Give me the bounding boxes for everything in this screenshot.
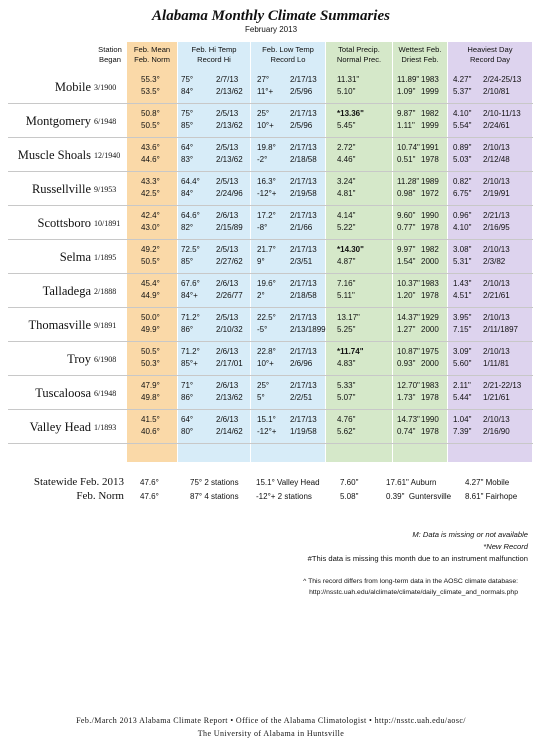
station-name: Selma: [59, 250, 91, 264]
low-temp-record: 10°+: [257, 121, 274, 130]
table-row: [0, 308, 542, 342]
low-date-record: 2/2/51: [290, 393, 313, 402]
norm-label: Feb. Norm: [76, 490, 124, 502]
precip-record: 5.11": [337, 291, 355, 300]
hi-date-current: 2/6/13: [216, 381, 239, 390]
station-name: Thomasville: [28, 318, 91, 332]
heaviest-day-current: 0.89": [453, 143, 472, 152]
low-date-current: 2/17/13: [290, 143, 317, 152]
hi-temp-current: 72.5°: [181, 245, 200, 254]
mean-current: 50.0°: [141, 313, 160, 322]
station-name: Montgomery: [25, 114, 91, 128]
note-new-record: *New Record: [483, 542, 528, 551]
header-wettest: Wettest Feb. Driest Feb.: [398, 45, 442, 64]
station-began: 6/1908: [94, 355, 117, 364]
heaviest-date-current: 2/10/13: [483, 279, 510, 288]
station-name: Scottsboro: [37, 216, 91, 230]
wet-dry-year-record: 1978: [421, 155, 439, 164]
heaviest-day-current: 2.11": [453, 381, 471, 390]
wet-dry-year-current: 1990: [421, 211, 439, 220]
hi-temp-current: 64.4°: [181, 177, 200, 186]
note-differs: ^ This record differs from long-term data in the AOSC climate database:: [303, 578, 518, 585]
hi-temp-record: 83°: [181, 155, 194, 164]
low-date-record: 2/1/66: [290, 223, 313, 232]
hi-date-current: 2/6/13: [216, 347, 239, 356]
hi-date-record: 2/17/01: [216, 359, 243, 368]
hi-temp-record: 86°: [181, 393, 194, 402]
wet-dry-year-current: 1982: [421, 245, 439, 254]
low-temp-record: 2°: [257, 291, 265, 300]
statewide-wettest: 17.61" Auburn: [386, 478, 437, 487]
wet-dry-year-record: 1999: [421, 87, 439, 96]
wettest-driest-record: 1.54": [397, 257, 416, 266]
hi-date-current: 2/5/13: [216, 109, 239, 118]
heaviest-date-current: 2/10/13: [483, 313, 510, 322]
heaviest-day-record: 5.54": [453, 121, 472, 130]
low-temp-record: -12°+: [257, 189, 277, 198]
hi-temp-current: 64.6°: [181, 211, 200, 220]
hi-date-current: 2/5/13: [216, 177, 239, 186]
table-row: [0, 274, 542, 308]
hi-date-record: 2/14/62: [216, 427, 243, 436]
station-name: Russellville: [31, 182, 91, 196]
heaviest-day-record: 5.44": [453, 393, 472, 402]
header-mean: Feb. Mean Feb. Norm: [133, 45, 171, 64]
wettest-driest-current: 11.28": [397, 177, 420, 186]
mean-current: 43.6°: [141, 143, 160, 152]
station-began: 10/1891: [94, 219, 121, 228]
wettest-driest-record: 1.09": [397, 87, 416, 96]
heaviest-date-current: 2/21-22/13: [483, 381, 522, 390]
wettest-driest-record: 0.74": [397, 427, 416, 436]
heaviest-date-record: 2/11/1897: [483, 325, 518, 334]
heaviest-date-record: 2/21/61: [483, 291, 510, 300]
low-temp-record: -2°: [257, 155, 268, 164]
hi-temp-current: 75°: [181, 109, 194, 118]
mean-current: 42.4°: [141, 211, 160, 220]
wettest-driest-current: 10.74": [397, 143, 420, 152]
table-row: [0, 240, 542, 274]
hi-date-record: 2/15/89: [216, 223, 243, 232]
low-date-current: 2/17/13: [290, 313, 317, 322]
station-name: Muscle Shoals: [17, 148, 91, 162]
table-row: [0, 104, 542, 138]
heaviest-date-record: 2/10/81: [483, 87, 510, 96]
table-row: [0, 376, 542, 410]
low-temp-current: 27°: [257, 75, 270, 84]
precip-record: 4.87": [337, 257, 356, 266]
hi-temp-record: 84°+: [181, 291, 198, 300]
hi-date-record: 2/24/96: [216, 189, 243, 198]
precip-record: 4.81": [337, 189, 356, 198]
statewide-hi: 75° 2 stations: [190, 478, 239, 487]
wettest-driest-current: 9.87": [397, 109, 416, 118]
hi-temp-record: 85°+: [181, 359, 198, 368]
table-row: [0, 342, 542, 376]
statewide-norm: 47.6°: [140, 492, 159, 501]
note-missing: M: Data is missing or not available: [412, 530, 528, 539]
hi-date-current: 2/6/13: [216, 279, 239, 288]
heaviest-date-current: 2/10/13: [483, 245, 510, 254]
heaviest-date-current: 2/10-11/13: [483, 109, 521, 118]
low-temp-current: 19.6°: [257, 279, 276, 288]
wet-dry-year-record: 1978: [421, 427, 439, 436]
hi-temp-current: 67.6°: [181, 279, 200, 288]
heaviest-day-current: 4.10": [453, 109, 472, 118]
wet-dry-year-current: 1991: [421, 143, 439, 152]
statewide-norm-prec: 5.08": [340, 492, 359, 501]
low-date-current: 2/17/13: [290, 279, 317, 288]
wet-dry-year-record: 1972: [421, 189, 439, 198]
station-began: 9/1891: [94, 321, 117, 330]
station-name: Mobile: [54, 80, 91, 94]
mean-current: 45.4°: [141, 279, 160, 288]
low-temp-current: 22.5°: [257, 313, 276, 322]
low-date-record: 2/18/58: [290, 291, 317, 300]
mean-record: 42.5°: [141, 189, 160, 198]
heaviest-date-current: 2/10/13: [483, 415, 510, 424]
statewide-driest: 0.39" Guntersville: [386, 492, 452, 501]
wettest-driest-record: 0.51": [397, 155, 416, 164]
heaviest-date-current: 2/10/13: [483, 143, 510, 152]
heaviest-day-current: 3.08": [453, 245, 472, 254]
precip-current: *11.74": [337, 347, 364, 356]
heaviest-day-current: 0.82": [453, 177, 472, 186]
heaviest-date-current: 2/10/13: [483, 177, 510, 186]
heaviest-date-record: 2/3/82: [483, 257, 506, 266]
hi-date-record: 2/26/77: [216, 291, 243, 300]
page-title: Alabama Monthly Climate Summaries: [152, 8, 390, 24]
heaviest-day-current: 3.95": [453, 313, 472, 322]
mean-record: 49.8°: [141, 393, 160, 402]
heaviest-day-record: 5.37": [453, 87, 472, 96]
heaviest-day-record: 4.10": [453, 223, 472, 232]
wet-dry-year-record: 2000: [421, 257, 439, 266]
heaviest-day-record: 5.31": [453, 257, 472, 266]
header-station: Station Began: [98, 45, 122, 64]
heaviest-day-record: 5.60": [453, 359, 472, 368]
heaviest-day-current: 0.96": [453, 211, 472, 220]
wet-dry-year-current: 1990: [421, 415, 439, 424]
heaviest-day-record: 7.15": [453, 325, 472, 334]
statewide-lo: 15.1° Valley Head: [256, 478, 320, 487]
wet-dry-year-record: 1978: [421, 291, 439, 300]
heaviest-date-current: 2/21/13: [483, 211, 510, 220]
heaviest-date-current: 2/24-25/13: [483, 75, 522, 84]
note-database-link[interactable]: http://nsstc.uah.edu/alclimate/climate/daily_climate_and_normals.php: [309, 589, 518, 596]
station-name: Tuscaloosa: [35, 386, 91, 400]
footer-university: The University of Alabama in Huntsville: [197, 729, 345, 738]
station-began: 6/1948: [94, 389, 117, 398]
low-temp-current: 19.8°: [257, 143, 276, 152]
precip-record: 5.45": [337, 121, 356, 130]
low-date-current: 2/17/13: [290, 415, 317, 424]
precip-record: 5.07": [337, 393, 356, 402]
wet-dry-year-record: 1978: [421, 393, 439, 402]
hi-temp-current: 71.2°: [181, 313, 200, 322]
hi-temp-current: 71.2°: [181, 347, 200, 356]
wettest-driest-current: 12.70": [397, 381, 420, 390]
mean-record: 50.3°: [141, 359, 160, 368]
low-temp-current: 22.8°: [257, 347, 276, 356]
wet-dry-year-current: 1982: [421, 109, 439, 118]
hi-temp-record: 82°: [181, 223, 194, 232]
mean-current: 41.5°: [141, 415, 160, 424]
hi-date-current: 2/6/13: [216, 415, 239, 424]
mean-record: 44.9°: [141, 291, 160, 300]
hi-date-record: 2/10/32: [216, 325, 243, 334]
precip-record: 5.22": [337, 223, 356, 232]
wet-dry-year-current: 1983: [421, 381, 439, 390]
wet-dry-year-record: 1978: [421, 223, 439, 232]
statewide-mean: 47.6°: [140, 478, 159, 487]
heaviest-date-record: 2/16/95: [483, 223, 510, 232]
low-temp-current: 25°: [257, 109, 270, 118]
heaviest-date-record: 2/19/91: [483, 189, 510, 198]
mean-current: 55.3°: [141, 75, 160, 84]
footer-line: Feb./March 2013 Alabama Climate Report • Office of the Alabama Climatologist • http://nsstc.uah.edu/aosc/: [76, 716, 466, 725]
low-date-record: 2/5/96: [290, 87, 313, 96]
wettest-driest-current: 11.89": [397, 75, 420, 84]
station-began: 1/1895: [94, 253, 117, 262]
statewide-precip: 7.60": [340, 478, 359, 487]
heaviest-date-record: 2/12/48: [483, 155, 510, 164]
wettest-driest-current: 14.73": [397, 415, 420, 424]
precip-current: 2.72": [337, 143, 356, 152]
low-temp-record: 10°+: [257, 359, 274, 368]
statewide-rec-hi: 87° 4 stations: [190, 492, 239, 501]
hi-date-record: 2/13/62: [216, 393, 243, 402]
heaviest-date-record: 2/16/90: [483, 427, 510, 436]
mean-record: 50.5°: [141, 121, 160, 130]
hi-temp-current: 64°: [181, 415, 194, 424]
low-date-record: 2/13/1899: [290, 325, 326, 334]
low-date-record: 1/19/58: [290, 427, 317, 436]
low-date-record: 2/18/58: [290, 155, 317, 164]
wet-dry-year-current: 1983: [421, 75, 439, 84]
low-date-record: 2/5/96: [290, 121, 313, 130]
mean-current: 47.9°: [141, 381, 160, 390]
precip-record: 4.83": [337, 359, 356, 368]
hi-date-current: 2/6/13: [216, 211, 239, 220]
mean-record: 40.6°: [141, 427, 160, 436]
hi-date-record: 2/13/62: [216, 155, 243, 164]
mean-record: 49.9°: [141, 325, 160, 334]
hi-temp-record: 84°: [181, 189, 194, 198]
table-row: [0, 206, 542, 240]
low-temp-record: 5°: [257, 393, 265, 402]
station-name: Talladega: [42, 284, 91, 298]
row-divider: [8, 443, 533, 444]
page-subtitle: February 2013: [244, 25, 298, 34]
mean-record: 43.0°: [141, 223, 160, 232]
precip-record: 5.10": [337, 87, 356, 96]
low-date-current: 2/17/13: [290, 75, 317, 84]
precip-current: 11.31": [337, 75, 360, 84]
wettest-driest-record: 0.77": [397, 223, 416, 232]
low-date-record: 2/6/96: [290, 359, 313, 368]
mean-record: 53.5°: [141, 87, 160, 96]
precip-current: 5.33": [337, 381, 356, 390]
heaviest-day-current: 3.09": [453, 347, 472, 356]
wettest-driest-record: 0.93": [397, 359, 416, 368]
hi-temp-current: 71°: [181, 381, 194, 390]
hi-date-record: 2/27/62: [216, 257, 243, 266]
low-date-record: 2/3/51: [290, 257, 313, 266]
heaviest-date-current: 2/10/13: [483, 347, 510, 356]
station-name: Troy: [67, 352, 91, 366]
precip-current: *13.36": [337, 109, 364, 118]
low-date-current: 2/17/13: [290, 347, 317, 356]
station-began: 3/1900: [94, 83, 117, 92]
table-row: [0, 70, 542, 104]
wettest-driest-current: 14.37": [397, 313, 420, 322]
mean-current: 49.2°: [141, 245, 160, 254]
hi-date-record: 2/13/62: [216, 87, 243, 96]
station-name: Valley Head: [29, 420, 91, 434]
statewide-label: Statewide Feb. 2013: [33, 476, 124, 488]
low-temp-current: 16.3°: [257, 177, 276, 186]
precip-current: 7.16": [337, 279, 356, 288]
header-heaviest: Heaviest Day Record Day: [467, 45, 513, 64]
hi-temp-record: 80°: [181, 427, 194, 436]
wet-dry-year-record: 1999: [421, 121, 439, 130]
wettest-driest-current: 9.97": [397, 245, 416, 254]
low-date-current: 2/17/13: [290, 381, 317, 390]
low-temp-record: 11°+: [257, 87, 274, 96]
station-began: 9/1953: [94, 185, 117, 194]
statewide-heaviest: 4.27" Mobile: [465, 478, 510, 487]
header-precip: Total Precip. Normal Prec.: [336, 45, 382, 64]
wettest-driest-record: 1.73": [397, 393, 416, 402]
precip-record: 4.46": [337, 155, 356, 164]
table-row: [0, 410, 542, 444]
mean-record: 44.6°: [141, 155, 160, 164]
mean-current: 50.5°: [141, 347, 160, 356]
station-began: 1/1893: [94, 423, 117, 432]
low-date-current: 2/17/13: [290, 177, 317, 186]
hi-temp-record: 85°: [181, 257, 194, 266]
low-temp-record: -8°: [257, 223, 268, 232]
low-temp-current: 21.7°: [257, 245, 276, 254]
wettest-driest-current: 10.37": [397, 279, 420, 288]
wettest-driest-current: 10.87": [397, 347, 420, 356]
statewide-row: [0, 476, 542, 506]
low-date-current: 2/17/13: [290, 109, 317, 118]
heaviest-date-record: 2/24/61: [483, 121, 510, 130]
hi-date-current: 2/5/13: [216, 313, 239, 322]
hi-date-current: 2/7/13: [216, 75, 239, 84]
precip-current: 13.17": [337, 313, 360, 322]
precip-current: 4.76": [337, 415, 356, 424]
mean-current: 43.3°: [141, 177, 160, 186]
wettest-driest-record: 1.20": [397, 291, 416, 300]
precip-current: 4.14": [337, 211, 356, 220]
mean-record: 50.5°: [141, 257, 160, 266]
table-row: [0, 172, 542, 206]
low-date-current: 2/17/13: [290, 245, 317, 254]
low-temp-current: 15.1°: [257, 415, 276, 424]
header-lowtemp: Feb. Low Temp Record Lo: [262, 45, 314, 64]
low-date-current: 2/17/13: [290, 211, 317, 220]
wettest-driest-record: 1.11": [397, 121, 415, 130]
hi-date-record: 2/13/62: [216, 121, 243, 130]
table-row: [0, 138, 542, 172]
low-date-record: 2/19/58: [290, 189, 317, 198]
heaviest-day-current: 1.04": [453, 415, 472, 424]
precip-record: 5.25": [337, 325, 356, 334]
hi-date-current: 2/5/13: [216, 143, 239, 152]
hi-date-current: 2/5/13: [216, 245, 239, 254]
header-hitemp: Feb. Hi Temp Record Hi: [191, 45, 237, 64]
hi-temp-record: 86°: [181, 325, 194, 334]
low-temp-record: 9°: [257, 257, 265, 266]
station-began: 12/1940: [94, 151, 121, 160]
hi-temp-record: 84°: [181, 87, 194, 96]
low-temp-record: -12°+: [257, 427, 277, 436]
statewide-record-day: 8.61" Fairhope: [465, 492, 518, 501]
wet-dry-year-current: 1989: [421, 177, 439, 186]
precip-current: 3.24": [337, 177, 356, 186]
heaviest-day-current: 4.27": [453, 75, 472, 84]
wet-dry-year-current: 1929: [421, 313, 439, 322]
wet-dry-year-record: 2000: [421, 325, 439, 334]
low-temp-current: 17.2°: [257, 211, 276, 220]
low-temp-record: -5°: [257, 325, 268, 334]
wettest-driest-record: 1.27": [397, 325, 416, 334]
mean-current: 50.8°: [141, 109, 160, 118]
wettest-driest-current: 9.60": [397, 211, 416, 220]
low-temp-current: 25°: [257, 381, 270, 390]
heaviest-day-record: 4.51": [453, 291, 472, 300]
wet-dry-year-current: 1983: [421, 279, 439, 288]
hi-temp-current: 64°: [181, 143, 194, 152]
hi-temp-record: 85°: [181, 121, 194, 130]
station-began: 6/1948: [94, 117, 117, 126]
heaviest-day-current: 1.43": [453, 279, 472, 288]
heaviest-date-record: 1/21/61: [483, 393, 510, 402]
heaviest-day-record: 6.75": [453, 189, 472, 198]
station-began: 2/1888: [94, 287, 117, 296]
heaviest-day-record: 7.39": [453, 427, 472, 436]
statewide-rec-lo: -12°+ 2 stations: [256, 492, 312, 501]
hi-temp-current: 75°: [181, 75, 194, 84]
precip-current: *14.30": [337, 245, 364, 254]
heaviest-date-record: 1/11/81: [483, 359, 510, 368]
wettest-driest-record: 0.98": [397, 189, 416, 198]
note-malfunction: #This data is missing this month due to an instrument malfunction: [307, 554, 528, 563]
heaviest-day-record: 5.03": [453, 155, 472, 164]
wet-dry-year-record: 2000: [421, 359, 439, 368]
precip-record: 5.62": [337, 427, 356, 436]
wet-dry-year-current: 1975: [421, 347, 439, 356]
